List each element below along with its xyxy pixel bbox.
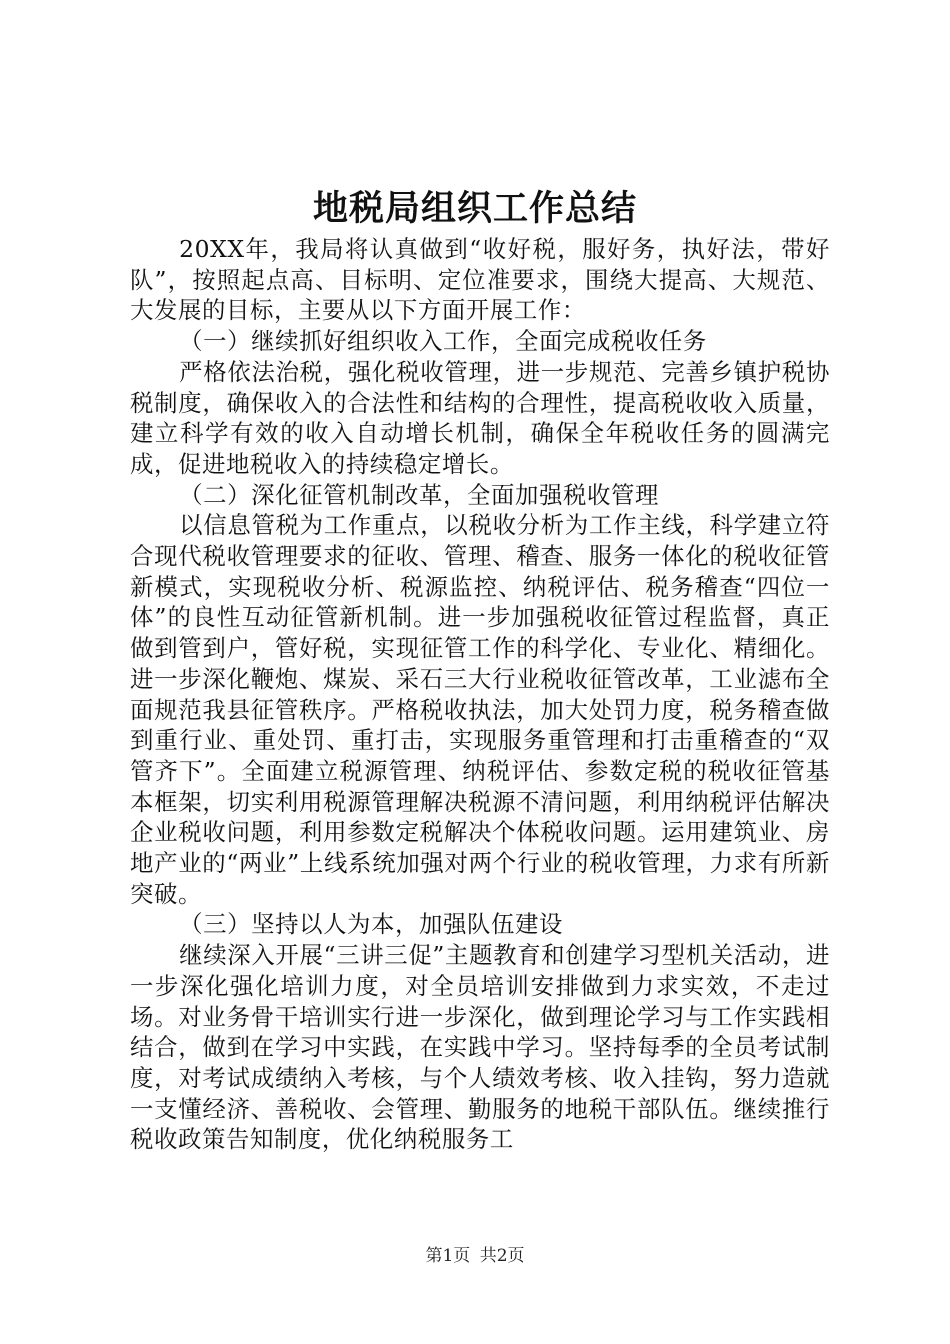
section-heading-2: （二）深化征管机制改革，全面加强税收管理	[179, 480, 659, 509]
section-heading-3: （三）坚持以人为本，加强队伍建设	[179, 910, 563, 939]
section-heading-1: （一）继续抓好组织收入工作，全面完成税收任务	[179, 327, 707, 356]
section-1-paragraph: 严格依法治税，强化税收管理，进一步规范、完善乡镇护税协税制度，确保收入的合法性和结构的合理性，提高税收收入质量，建立科学有效的收入自动增长机制，确保全年税收任务的圆满完成，促进地税收入的持续稳定增长。	[130, 357, 830, 478]
page-total: 共2页	[479, 1246, 525, 1266]
page-footer	[0, 1244, 950, 1268]
intro-paragraph: 20XX年，我局将认真做到“收好税，服好务，执好法，带好队”，按照起点高、目标明、定位准要求，围绕大提高、大规范、大发展的目标，主要从以下方面开展工作：	[130, 235, 830, 325]
section-3-paragraph: 继续深入开展“三讲三促”主题教育和创建学习型机关活动，进一步深化强化培训力度，对全员培训安排做到力求实效，不走过场。对业务骨干培训实行进一步深化，做到理论学习与工作实践相结合，做到在学习中实践，在实践中学习。坚持每季的全员考试制度，对考试成绩纳入考核，与个人绩效考核、收入挂钩，努力造就一支懂经济、善税收、会管理、勤服务的地税干部队伍。继续推行税收政策告知制度，优化纳税服务工	[130, 941, 830, 1154]
document-body	[130, 234, 830, 1155]
page-number: 第1页	[425, 1246, 471, 1266]
document-title: 地税局组织工作总结	[312, 188, 637, 229]
section-2-paragraph: 以信息管税为工作重点，以税收分析为工作主线，科学建立符合现代税收管理要求的征收、管理、稽查、服务一体化的税收征管新模式，实现税收分析、税源监控、纳税评估、税务稽查“四位一体”的良性互动征管新机制。进一步加强税收征管过程监督，真正做到管到户，管好税，实现征管工作的科学化、专业化、精细化。进一步深化鞭炮、煤炭、采石三大行业税收征管改革，工业滤布全面规范我县征管秩序。严格税收执法，加大处罚力度，税务稽查做到重行业、重处罚、重打击，实现服务重管理和打击重稽查的“双管齐下”。全面建立税源管理、纳税评估、参数定税的税收征管基本框架，切实利用税源管理解决税源不清问题，利用纳税评估解决企业税收问题，利用参数定税解决个体税收问题。运用建筑业、房地产业的“两业”上线系统加强对两个行业的税收管理，力求有所新突破。	[130, 511, 830, 908]
